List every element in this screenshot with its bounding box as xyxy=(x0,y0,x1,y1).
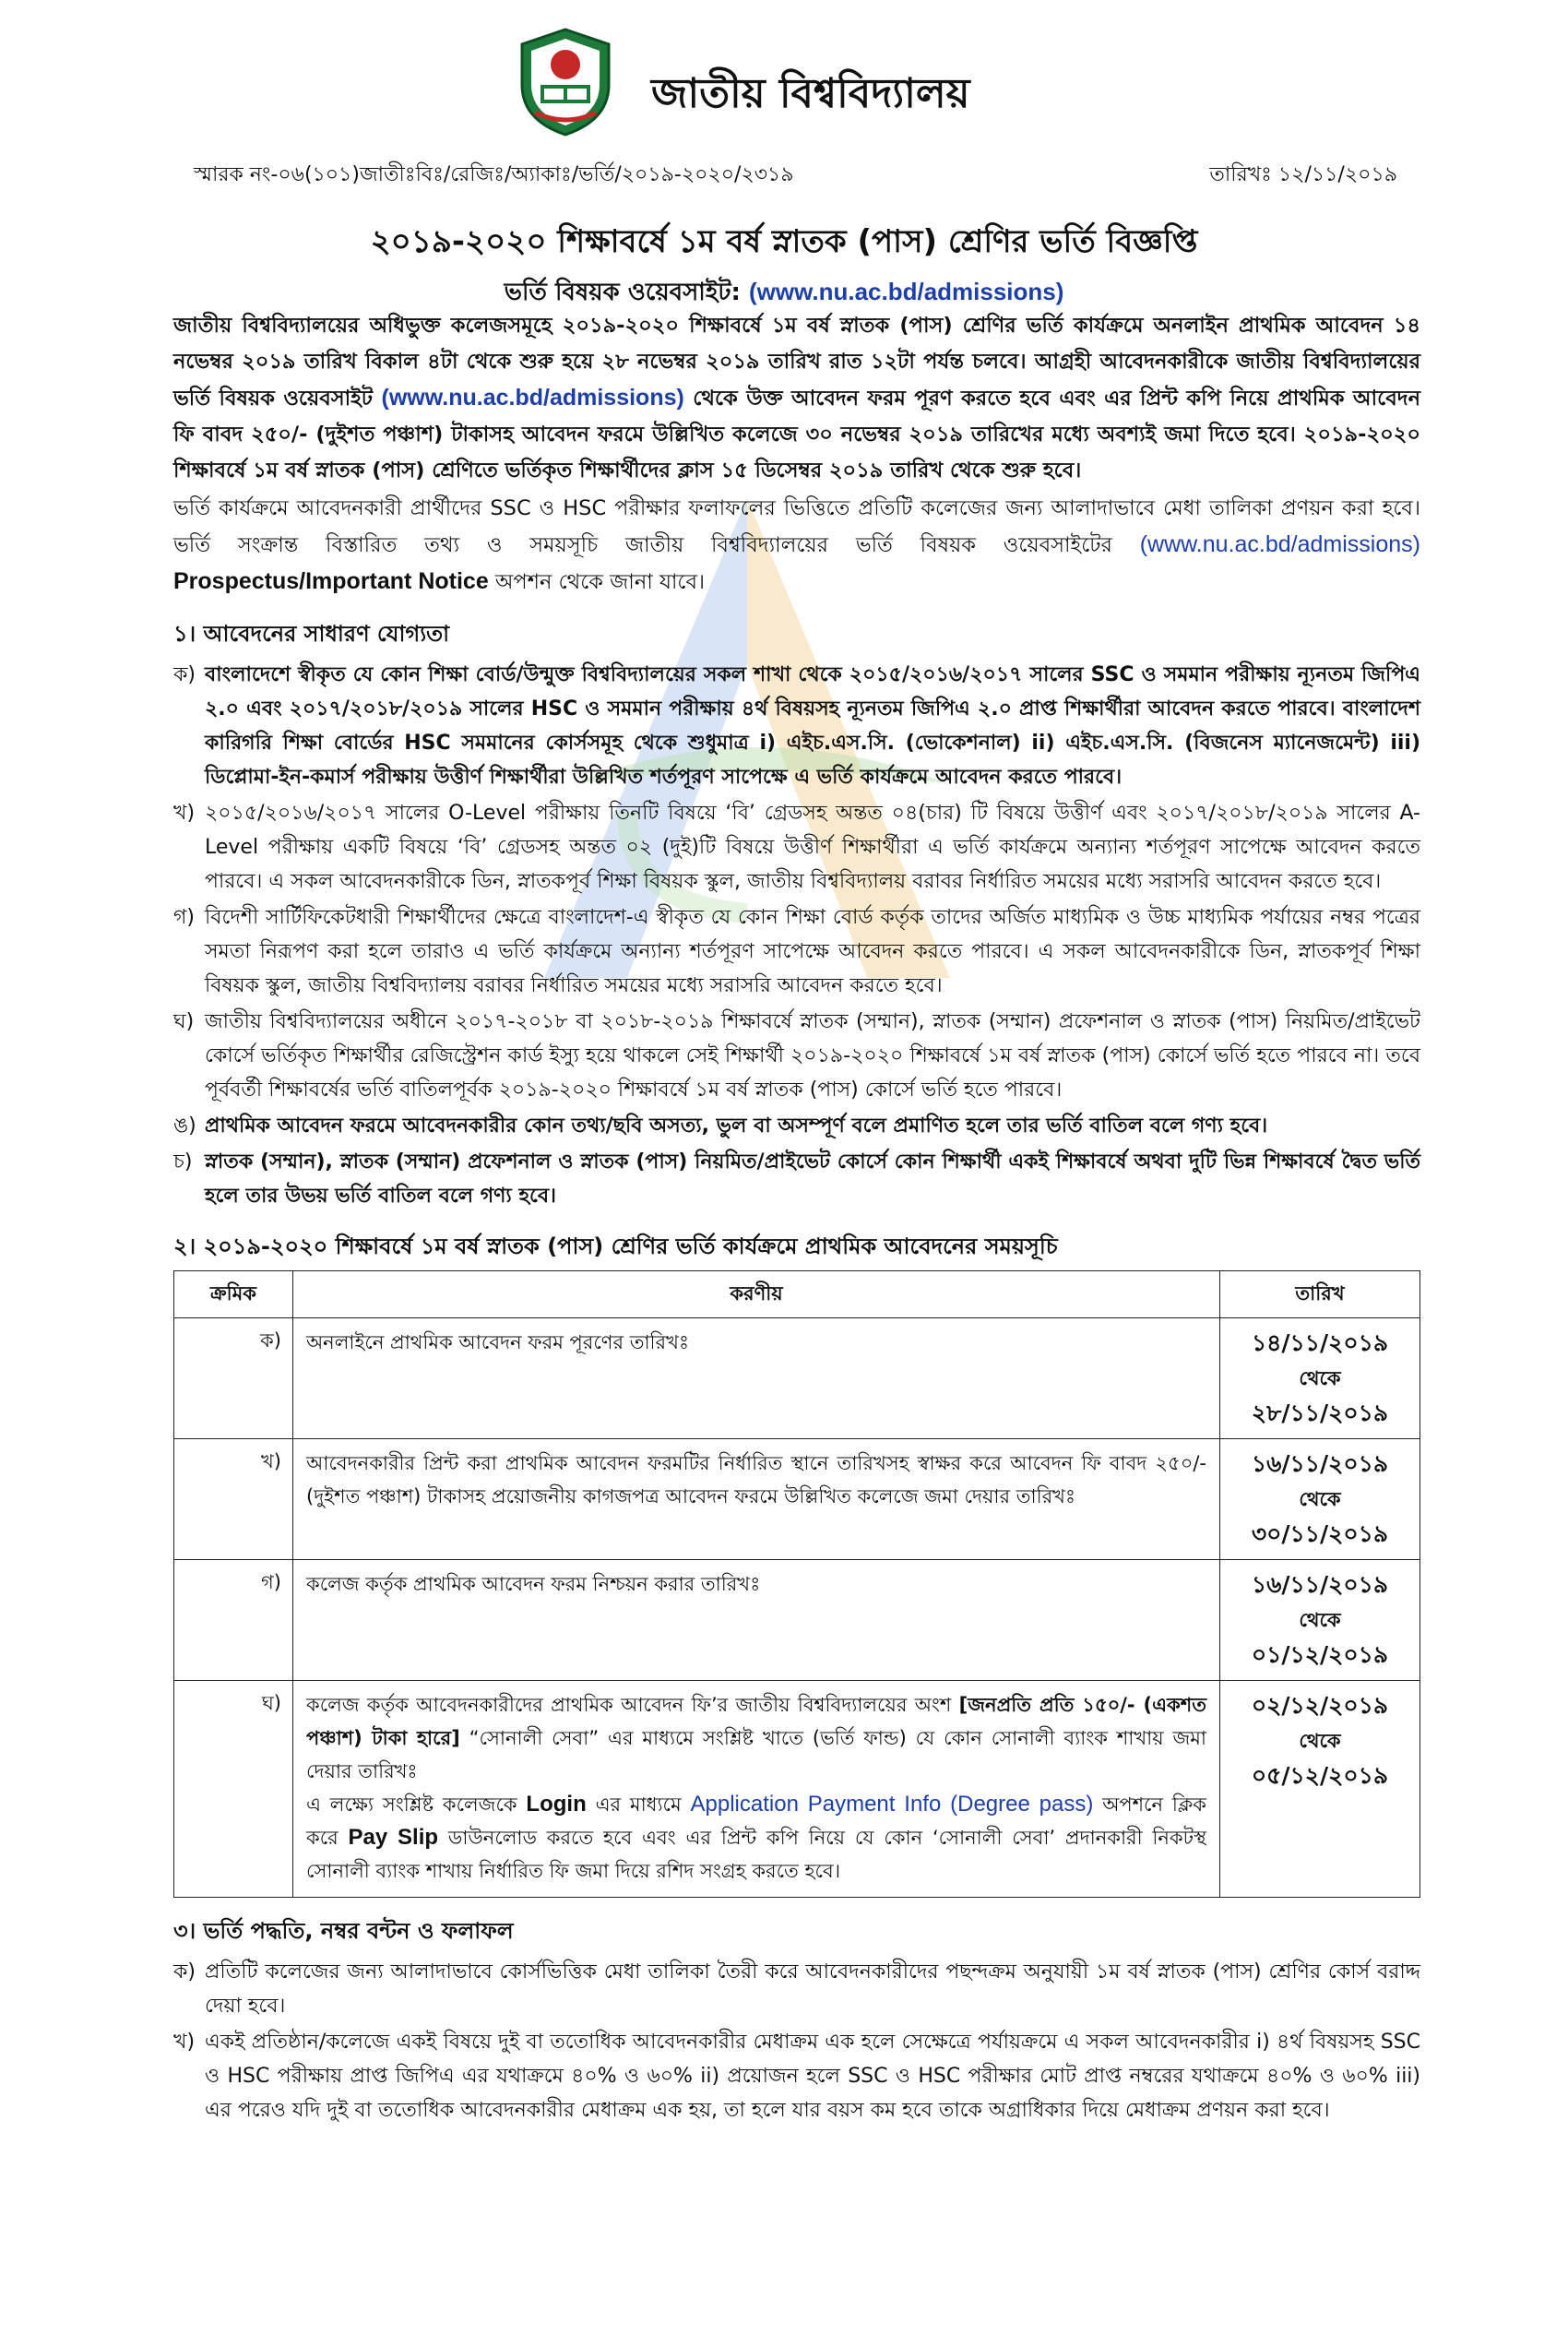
date-to: ০১/১২/২০১৯ xyxy=(1251,1641,1389,1668)
item-marker: ক) xyxy=(173,1960,196,1984)
section-1-heading: ১। আবেদনের সাধারণ যোগ্যতা xyxy=(173,621,450,647)
section-3-heading: ৩। ভর্তি পদ্ধতি, নম্বর বন্টন ও ফলাফল xyxy=(173,1918,514,1944)
date-to: ০৫/১২/২০১৯ xyxy=(1251,1762,1389,1789)
date-from: ০২/১২/২০১৯ xyxy=(1251,1692,1389,1719)
date-from: ১৬/১১/২০১৯ xyxy=(1251,1571,1389,1598)
list-item xyxy=(173,1109,1420,1143)
fee-rate-text: [জনপ্রতি প্রতি ১৫০/- (একশত পঞ্চাশ) টাকা হারে] xyxy=(306,1694,1206,1749)
list-item xyxy=(173,2025,1420,2127)
list-item xyxy=(173,796,1420,899)
application-payment-info-link[interactable]: Application Payment Info (Degree pass) xyxy=(690,1792,1094,1817)
table-header-row xyxy=(174,1271,1420,1318)
row-date xyxy=(1220,1318,1420,1439)
pay-slip-label: Pay Slip xyxy=(348,1825,439,1850)
item-text: প্রতিটি কলেজের জন্য আলাদাভাবে কোর্সভিত্তিক মেধা তালিকা তৈরী করে আবেদনকারীদের পছন্দক্রম অনুযায়ী ১ম বর্ষ স্নাতক (পাস) শ্রেণির কোর্স বরাদ্দ দেয়া হবে। xyxy=(205,1960,1420,2018)
schedule-table xyxy=(173,1270,1420,1898)
website-label: ভর্তি বিষয়ক ওয়েবসাইট: xyxy=(504,279,741,306)
col-date: তারিখ xyxy=(1220,1271,1420,1318)
item-marker: খ) xyxy=(173,2031,196,2054)
intro-text: ভর্তি কার্যক্রমে আবেদনকারী প্রার্থীদের SSC ও HSC পরীক্ষার ফলাফলের ভিত্তিতে প্রতিটি কলেজের জন্য আলাদাভাবে মেধা তালিকা প্রণয়ন করা হবে। ভর্তি সংক্রান্ত বিস্তারিত তথ্য ও সময়সূচি জাতীয় বিশ্ববিদ্যালয়ের ভর্তি বিষয়ক ওয়েবসাইটের xyxy=(173,496,1420,557)
row-action: কলেজ কর্তৃক প্রাথমিক আবেদন ফরম নিশ্চয়ন করার তারিখঃ xyxy=(293,1560,1220,1681)
date-sep: থেকে xyxy=(1299,1488,1341,1510)
list-item xyxy=(173,658,1420,794)
row-date xyxy=(1220,1439,1420,1560)
date-sep: থেকে xyxy=(1299,1367,1341,1389)
intro-text: জাতীয় বিশ্ববিদ্যালয়ের অধিভুক্ত কলেজসমূহে ২০১৯-২০২০ শিক্ষাবর্ষে ১ম বর্ষ স্নাতক (পাস) শ্রেণির ভর্তি কার্যক্রমে অনলাইন প্রাথমিক আবেদন ১৪ নভেম্বর ২০১৯ তারিখ বিকাল ৪টা থেকে শুরু হয়ে ২৮ নভেম্বর ২০১৯ তারিখ রাত ১২টা পর্যন্ত চলবে। আগ্রহী আবেদনকারীকে জাতীয় বিশ্ববিদ্যালয়ের ভর্তি বিষয়ক ওয়েবসাইট xyxy=(173,314,1420,411)
intro-text: অপশন থেকে জানা যাবে। xyxy=(494,570,706,594)
row-serial: ঘ) xyxy=(174,1681,293,1898)
notice-body xyxy=(173,308,1420,2127)
list-item xyxy=(173,1955,1420,2023)
table-row xyxy=(174,1560,1420,1681)
row-text: অপশনে ক্লিক করে xyxy=(306,1793,1206,1849)
item-marker: ক) xyxy=(173,663,196,686)
website-link[interactable]: (www.nu.ac.bd/admissions) xyxy=(749,278,1064,305)
row-text: “সোনালী সেবা” এর মাধ্যমে সংশ্লিষ্ট খাতে (ভর্তি ফান্ড) যে কোন সোনালী ব্যাংক শাখায় জমা দেয়ার তারিখঃ xyxy=(306,1727,1206,1782)
intro-text: থেকে উক্ত আবেদন ফরম পূরণ করতে হবে এবং এর প্রিন্ট কপি নিয়ে প্রাথমিক আবেদন ফি বাবদ ২৫০/- (দুইশত পঞ্চাশ) টাকাসহ আবেদন ফরমে উল্লিখিত কলেজে ৩০ নভেম্বর ২০১৯ তারিখের মধ্যে অবশ্যই জমা দিতে হবে। ২০১৯-২০২০ শিক্ষাবর্ষে ১ম বর্ষ স্নাতক (পাস) শ্রেণিতে ভর্তিকৃত শিক্ষার্থীদের ক্লাস ১৫ ডিসেম্বর ২০১৯ তারিখ থেকে শুরু হবে। xyxy=(173,387,1420,483)
item-text: জাতীয় বিশ্ববিদ্যালয়ের অধীনে ২০১৭-২০১৮ বা ২০১৮-২০১৯ শিক্ষাবর্ষে স্নাতক (সম্মান), স্নাতক (সম্মান) প্রফেশনাল ও স্নাতক (পাস) নিয়মিত/প্রাইভেট কোর্সে ভর্তিকৃত শিক্ষার্থীর রেজিস্ট্রেশন কার্ড ইস্যু হয়ে থাকলে সেই শিক্ষার্থী ২০১৯-২০২০ শিক্ষাবর্ষে ১ম বর্ষ স্নাতক (পাস) কোর্সে ভর্তি হতে পারবে না। তবে পূর্ববর্তী শিক্ষাবর্ষের ভর্তি বাতিলপূর্বক ২০১৯-২০২০ শিক্ষাবর্ষে ১ম বর্ষ স্নাতক (পাস) কোর্সে ভর্তি হতে পারবে। xyxy=(205,1010,1420,1102)
item-text: স্নাতক (সম্মান), স্নাতক (সম্মান) প্রফেশনাল ও স্নাতক (পাস) নিয়মিত/প্রাইভেট কোর্সে কোন শিক্ষার্থী একই শিক্ষাবর্ষে অথবা দুটি ভিন্ন শিক্ষাবর্ষে দ্বৈত ভর্তি হলে তার উভয় ভর্তি বাতিল বলে গণ্য হবে। xyxy=(205,1150,1420,1208)
item-text: প্রাথমিক আবেদন ফরমে আবেদনকারীর কোন তথ্য/ছবি অসত্য, ভুল বা অসম্পূর্ণ বলে প্রমাণিত হলে তার ভর্তি বাতিল বলে গণ্য হবে। xyxy=(205,1114,1268,1138)
section-2-heading: ২। ২০১৯-২০২০ শিক্ষাবর্ষে ১ম বর্ষ স্নাতক (পাস) শ্রেণির ভর্তি কার্যক্রমে প্রাথমিক আবেদনের সময়সূচি xyxy=(173,1233,1058,1259)
date-to: ৩০/১১/২০১৯ xyxy=(1251,1520,1389,1547)
intro-paragraph-2 xyxy=(173,491,1420,601)
intro-paragraph-1 xyxy=(173,308,1420,489)
date-sep: থেকে xyxy=(1299,1730,1341,1752)
row-action xyxy=(293,1681,1220,1898)
item-marker: খ) xyxy=(173,802,196,825)
date-from: ১৪/১১/২০১৯ xyxy=(1251,1329,1389,1356)
prospectus-notice-label: Prospectus/Important Notice xyxy=(173,568,489,594)
row-serial: খ) xyxy=(174,1439,293,1560)
row-action: আবেদনকারীর প্রিন্ট করা প্রাথমিক আবেদন ফরমটির নির্ধারিত স্থানে তারিখসহ স্বাক্ষর করে আবেদন ফি বাবদ ২৫০/- (দুইশত পঞ্চাশ) টাকাসহ প্রয়োজনীয় কাগজপত্র আবেদন ফরমে উল্লিখিত কলেজে জমা দেয়ার তারিখঃ xyxy=(293,1439,1220,1560)
row-text: কলেজ কর্তৃক আবেদনকারীদের প্রাথমিক আবেদন ফি’র জাতীয় বিশ্ববিদ্যালয়ের অংশ xyxy=(306,1694,952,1716)
item-marker: গ) xyxy=(173,906,196,929)
memo-date: তারিখঃ ১২/১১/২০১৯ xyxy=(1209,163,1397,186)
date-sep: থেকে xyxy=(1299,1609,1341,1631)
row-date xyxy=(1220,1560,1420,1681)
item-text: একই প্রতিষ্ঠান/কলেজে একই বিষয়ে দুই বা ততোধিক আবেদনকারীর মেধাক্রম এক হলে সেক্ষেত্রে পর্যায়ক্রমে এ সকল আবেদনকারীর i) ৪র্থ বিষয়সহ SSC ও HSC পরীক্ষায় প্রাপ্ত জিপিএ এর যথাক্রমে ৪০% ও ৬০% ii) প্রয়োজন হলে SSC ও HSC পরীক্ষার মোট প্রাপ্ত নম্বরের যথাক্রমে ৪০% ও ৬০% iii) এর পরেও যদি দুই বা ততোধিক আবেদনকারীর মেধাক্রম এক হয়, তা হলে যার বয়স কম হবে তাকে অগ্রাধিকার দিয়ে মেধাক্রম প্রণয়ন করা হবে। xyxy=(205,2031,1420,2122)
row-serial: ক) xyxy=(174,1318,293,1439)
row-text: ডাউনলোড করতে হবে এবং এর প্রিন্ট কপি নিয়ে যে কোন ‘সোনালী সেবা’ প্রদানকারী নিকটস্থ সোনালী ব্যাংক শাখায় নির্ধারিত ফি জমা দিয়ে রশিদ সংগ্রহ করতে হবে। xyxy=(306,1827,1206,1882)
row-action: অনলাইনে প্রাথমিক আবেদন ফরম পূরণের তারিখঃ xyxy=(293,1318,1220,1439)
table-row xyxy=(174,1439,1420,1560)
col-action: করণীয় xyxy=(293,1271,1220,1318)
item-marker: ঙ) xyxy=(173,1114,196,1138)
table-row xyxy=(174,1318,1420,1439)
admissions-link[interactable]: (www.nu.ac.bd/admissions) xyxy=(381,385,684,411)
page-title: ২০১৯-২০২০ শিক্ষাবর্ষে ১ম বর্ষ স্নাতক (পাস) শ্রেণির ভর্তি বিজ্ঞপ্তি xyxy=(370,223,1198,260)
item-text: বিদেশী সার্টিফিকেটধারী শিক্ষার্থীদের ক্ষেত্রে বাংলাদেশ-এ স্বীকৃত যে কোন শিক্ষা বোর্ড কর্তৃক তাদের অর্জিত মাধ্যমিক ও উচ্চ মাধ্যমিক পর্যায়ের নম্বর পত্রের সমতা নিরূপণ করা হলে তারাও এ ভর্তি কার্যক্রমে অন্যান্য শর্তপূরণ সাপেক্ষে আবেদন করতে পারবে। এ সকল আবেদনকারীকে ডিন, স্নাতকপূর্ব শিক্ষা বিষয়ক স্কুল, জাতীয় বিশ্ববিদ্যালয় বরাবর নির্ধারিত সময়ের মধ্যে সরাসরি আবেদন করতে হবে। xyxy=(205,906,1420,997)
university-name: জাতীয় বিশ্ববিদ্যালয় xyxy=(651,70,970,117)
date-from: ১৬/১১/২০১৯ xyxy=(1251,1450,1389,1477)
row-serial: গ) xyxy=(174,1560,293,1681)
table-row xyxy=(174,1681,1420,1898)
row-text: এর মাধ্যমে xyxy=(595,1793,682,1816)
list-item xyxy=(173,900,1420,1003)
letterhead xyxy=(517,28,1033,138)
item-marker: ঘ) xyxy=(173,1010,195,1033)
col-serial: ক্রমিক xyxy=(174,1271,293,1318)
login-label: Login xyxy=(526,1792,587,1817)
date-to: ২৮/১১/২০১৯ xyxy=(1251,1400,1389,1426)
row-date xyxy=(1220,1681,1420,1898)
admissions-link[interactable]: (www.nu.ac.bd/admissions) xyxy=(1139,531,1420,557)
item-marker: চ) xyxy=(173,1150,193,1174)
row-text: এ লক্ষ্যে সংশ্লিষ্ট কলেজকে xyxy=(306,1793,517,1816)
item-text: ২০১৫/২০১৬/২০১৭ সালের O-Level পরীক্ষায় তিনটি বিষয়ে ‘বি’ গ্রেডসহ অন্তত ০৪(চার) টি বিষয়ে উত্তীর্ণ এবং ২০১৭/২০১৮/২০১৯ সালের A-Level পরীক্ষায় একটি বিষয়ে ‘বি’ গ্রেডসহ অন্তত ০২ (দুই)টি বিষয়ে উত্তীর্ণ শিক্ষার্থীরা এ ভর্তি কার্যক্রমে অন্যান্য শর্তপূরণ সাপেক্ষে আবেদন করতে পারবে। এ সকল আবেদনকারীকে ডিন, স্নাতকপূর্ব শিক্ষা বিষয়ক স্কুল, জাতীয় বিশ্ববিদ্যালয় বরাবর নির্ধারিত সময়ের মধ্যে সরাসরি আবেদন করতে হবে। xyxy=(205,802,1420,893)
university-crest-icon xyxy=(517,28,614,137)
memo-number: স্মারক নং-০৬(১০১)জাতীঃবিঃ/রেজিঃ/অ্যাকাঃ/ভর্তি/২০১৯-২০২০/২৩১৯ xyxy=(194,163,794,186)
list-item xyxy=(173,1145,1420,1213)
list-item xyxy=(173,1005,1420,1107)
item-text: বাংলাদেশে স্বীকৃত যে কোন শিক্ষা বোর্ড/উন্মুক্ত বিশ্ববিদ্যালয়ের সকল শাখা থেকে ২০১৫/২০১৬/২০১৭ সালের SSC ও সমমান পরীক্ষায় ন্যূনতম জিপিএ ২.০ এবং ২০১৭/২০১৮/২০১৯ সালের HSC ও সমমান পরীক্ষায় ৪র্থ বিষয়সহ ন্যূনতম জিপিএ ২.০ প্রাপ্ত শিক্ষার্থীরা আবেদন করতে পারবে। বাংলাদেশ কারিগরি শিক্ষা বোর্ডের HSC সমমানের কোর্সসমূহ থেকে শুধুমাত্র i) এইচ.এস.সি. (ভোকেশনাল) ii) এইচ.এস.সি. (বিজনেস ম্যানেজমেন্ট) iii) ডিপ্লোমা-ইন-কমার্স পরীক্ষায় উত্তীর্ণ শিক্ষার্থীরা উল্লিখিত শর্তপূরণ সাপেক্ষে এ ভর্তি কার্যক্রমে আবেদন করতে পারবে। xyxy=(205,663,1420,789)
